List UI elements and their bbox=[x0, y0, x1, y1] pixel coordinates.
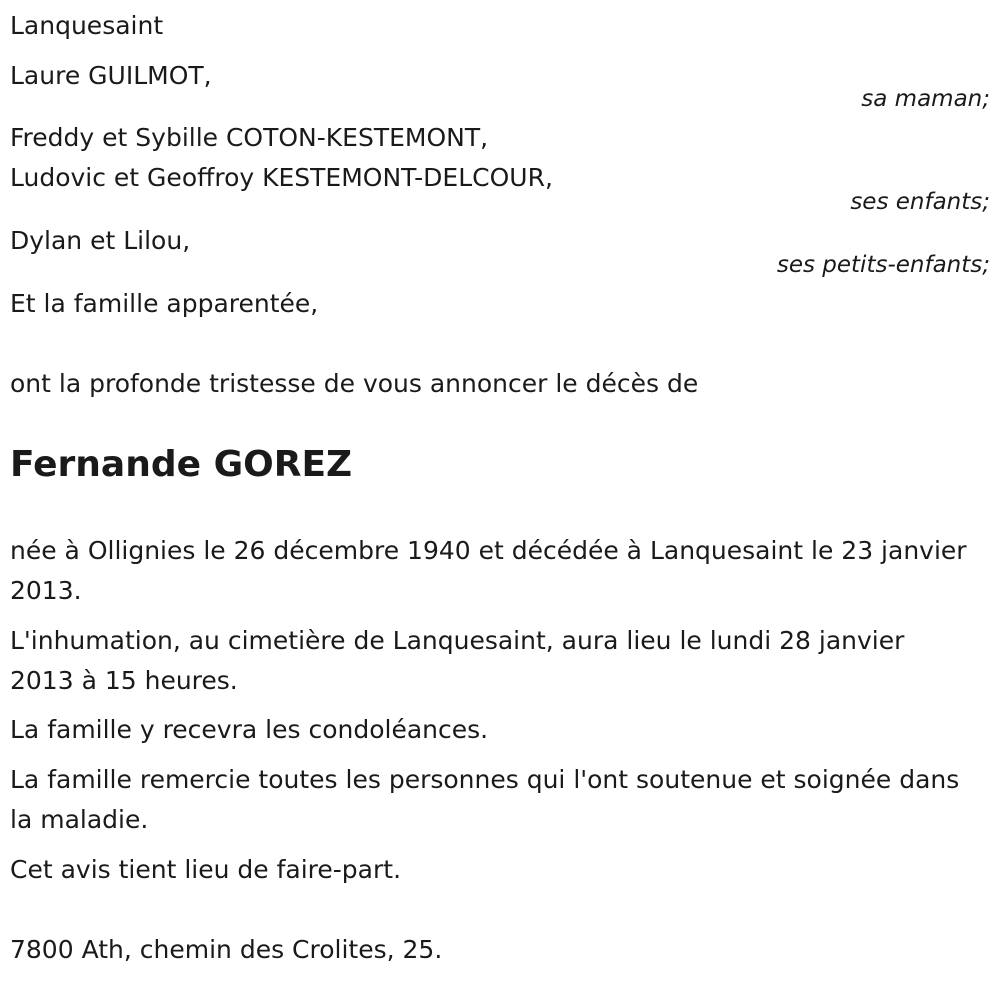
extended-family: Et la famille apparentée, bbox=[10, 289, 319, 318]
city-header: Lanquesaint bbox=[10, 11, 164, 40]
role-children: ses enfants; bbox=[850, 189, 990, 215]
role-mother: sa maman; bbox=[861, 86, 990, 112]
thanks-paragraph: La famille remercie toutes les personnes qui l'ont soutenue et soignée dans la maladie. bbox=[10, 765, 960, 834]
family-member-grandchildren: Dylan et Lilou, bbox=[10, 226, 191, 255]
address: 7800 Ath, chemin des Crolites, 25. bbox=[10, 935, 443, 964]
family-member-child-2: Ludovic et Geoffroy KESTEMONT-DELCOUR, bbox=[10, 163, 553, 192]
family-member-mother: Laure GUILMOT, bbox=[10, 61, 212, 90]
condolences-paragraph: La famille y recevra les condoléances. bbox=[10, 715, 489, 744]
role-grandchildren: ses petits-enfants; bbox=[776, 252, 990, 278]
family-member-child-1: Freddy et Sybille COTON-KESTEMONT, bbox=[10, 123, 489, 152]
burial-paragraph: L'inhumation, au cimetière de Lanquesaint, aura lieu le lundi 28 janvier 2013 à 15 heures. bbox=[10, 626, 905, 695]
deceased-name: Fernande GOREZ bbox=[10, 444, 353, 485]
announcement-text: ont la profonde tristesse de vous annoncer le décès de bbox=[10, 369, 699, 398]
birth-death-paragraph: née à Ollignies le 26 décembre 1940 et décédée à Lanquesaint le 23 janvier 2013. bbox=[10, 536, 967, 605]
notice-paragraph: Cet avis tient lieu de faire-part. bbox=[10, 855, 402, 884]
